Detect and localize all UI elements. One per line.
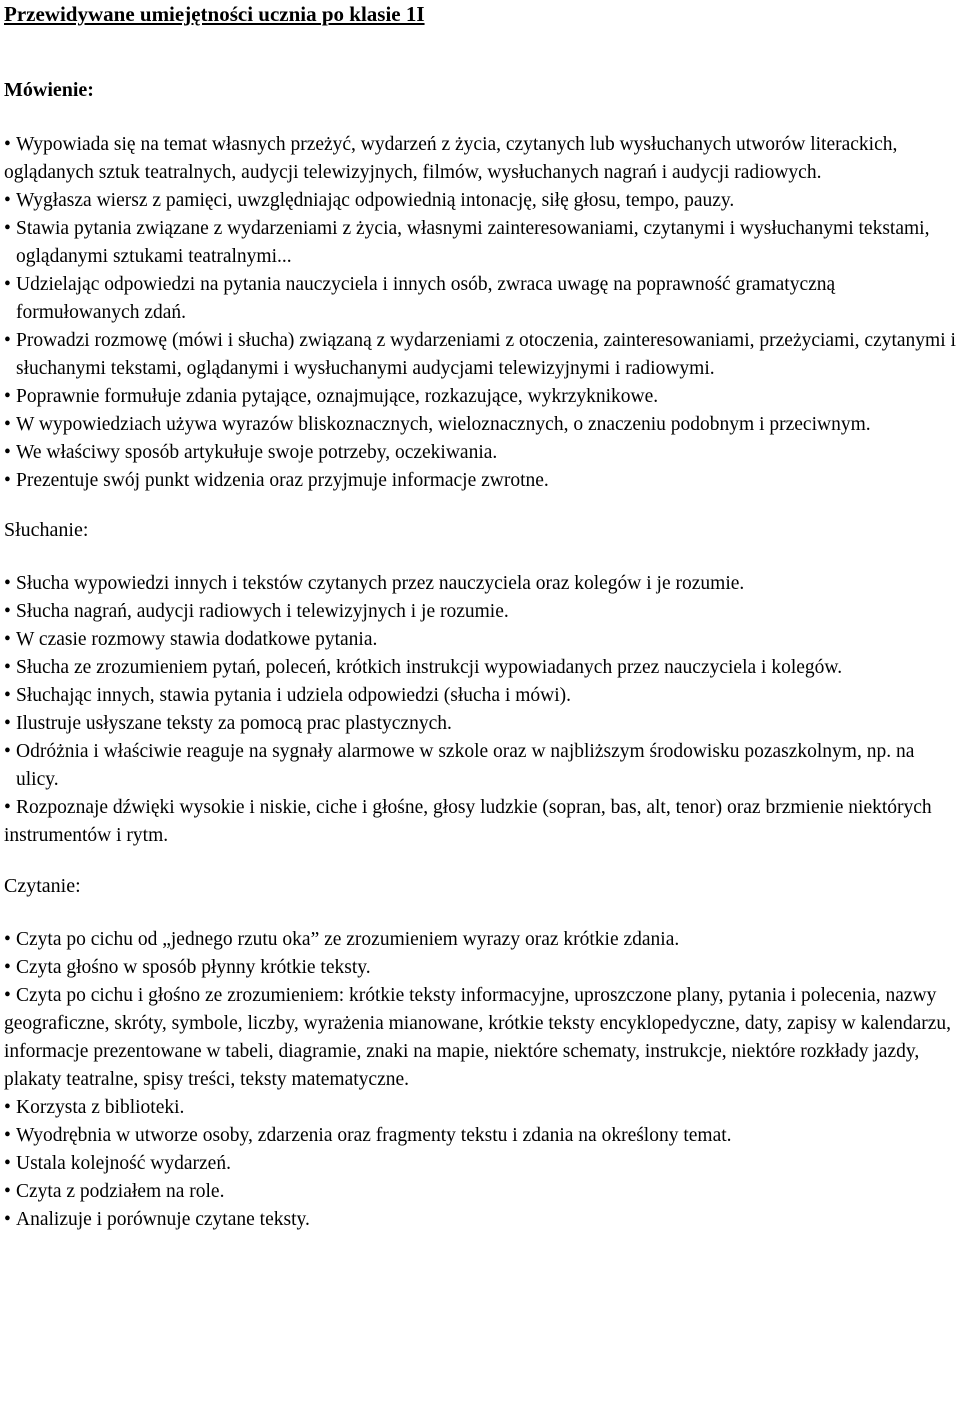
list-item <box>4 1094 956 1122</box>
list-item <box>4 215 956 271</box>
list-item-text: Stawia pytania związane z wydarzeniami z życia, własnymi zainteresowaniami, czytanymi i wysłuchanymi tekstami, oglądanymi sztukami teatralnymi... <box>16 218 930 267</box>
list-item-text: Słucha wypowiedzi innych i tekstów czytanych przez nauczyciela oraz kolegów i je rozumie. <box>16 573 745 594</box>
section-heading-reading: Czytanie: <box>4 875 81 897</box>
list-item-text: Wygłasza wiersz z pamięci, uwzględniając odpowiednią intonację, siłę głosu, tempo, pauzy. <box>16 190 735 211</box>
bullet-icon: • <box>4 601 11 622</box>
section-reading <box>4 872 956 1234</box>
listening-list <box>4 570 956 850</box>
list-item <box>4 926 956 954</box>
bullet-icon: • <box>4 573 11 594</box>
list-item <box>4 411 956 439</box>
list-item <box>4 794 956 850</box>
bullet-icon: • <box>4 797 11 818</box>
bullet-icon: • <box>4 1181 11 1202</box>
list-item <box>4 187 956 215</box>
list-item <box>4 1206 956 1234</box>
list-item-text: Udzielając odpowiedzi na pytania nauczyciela i innych osób, zwraca uwagę na poprawność gramatyczną formułowanych zdań. <box>16 274 836 323</box>
list-item-text: Słuchając innych, stawia pytania i udziela odpowiedzi (słucha i mówi). <box>16 685 572 706</box>
list-item-text: Czyta po cichu i głośno ze zrozumieniem: krótkie teksty informacyjne, uproszczone plany, pytania i polecenia, nazwy geograficzne, skróty, symbole, liczby, wyrażenia mianowane, krótkie teksty encyklopedyczne, daty, zapisy w kalendarzu, informacje prezentowane w tabeli, diagramie, znaki na mapie, niektóre schematy, instrukcje, niektóre rozkłady jazdy, plakaty teatralne, spisy treści, teksty matematyczne. <box>4 985 952 1090</box>
bullet-icon: • <box>4 1097 11 1118</box>
bullet-icon: • <box>4 629 11 650</box>
list-item <box>4 982 956 1094</box>
bullet-icon: • <box>4 685 11 706</box>
speaking-list <box>4 131 956 495</box>
list-item <box>4 682 956 710</box>
bullet-icon: • <box>4 929 11 950</box>
bullet-icon: • <box>4 218 11 239</box>
section-heading-listening: Słuchanie: <box>4 519 89 541</box>
section-speaking <box>4 76 956 495</box>
list-item <box>4 1178 956 1206</box>
bullet-icon: • <box>4 741 11 762</box>
list-item-text: Czyta z podziałem na role. <box>16 1181 225 1202</box>
document-title: Przewidywane umiejętności ucznia po klasie 1I <box>4 2 425 26</box>
list-item <box>4 467 956 495</box>
reading-list <box>4 926 956 1234</box>
list-item-text: Prowadzi rozmowę (mówi i słucha) związaną z wydarzeniami z otoczenia, zainteresowaniami, przeżyciami, czytanymi i słuchanymi tekstami, oglądanymi i wysłuchanymi audycjami telewizyjnymi i radiowymi. <box>16 330 956 379</box>
list-item-text: Czyta po cichu od „jednego rzutu oka” ze zrozumieniem wyrazy oraz krótkie zdania. <box>16 929 680 950</box>
list-item-text: Wyodrębnia w utworze osoby, zdarzenia oraz fragmenty tekstu i zdania na określony temat. <box>16 1125 732 1146</box>
list-item <box>4 598 956 626</box>
list-item-text: Wypowiada się na temat własnych przeżyć, wydarzeń z życia, czytanych lub wysłuchanych utworów literackich, oglądanych sztuk teatralnych, audycji telewizyjnych, filmów, wysłuchanych nagrań i audycji radiowych. <box>4 134 898 183</box>
list-item-text: Odróżnia i właściwie reaguje na sygnały alarmowe w szkole oraz w najbliższym środowisku pozaszkolnym, np. na ulicy. <box>16 741 915 790</box>
bullet-icon: • <box>4 985 11 1006</box>
document-page <box>4 0 956 1234</box>
list-item-text: We właściwy sposób artykułuje swoje potrzeby, oczekiwania. <box>16 442 498 463</box>
bullet-icon: • <box>4 657 11 678</box>
bullet-icon: • <box>4 190 11 211</box>
list-item <box>4 954 956 982</box>
list-item-text: Korzysta z biblioteki. <box>16 1097 185 1118</box>
bullet-icon: • <box>4 1125 11 1146</box>
list-item-text: Prezentuje swój punkt widzenia oraz przyjmuje informacje zwrotne. <box>16 470 549 491</box>
list-item <box>4 738 956 794</box>
section-listening <box>4 516 956 850</box>
list-item <box>4 626 956 654</box>
list-item <box>4 439 956 467</box>
list-item <box>4 654 956 682</box>
list-item-text: W czasie rozmowy stawia dodatkowe pytania. <box>16 629 378 650</box>
list-item <box>4 1122 956 1150</box>
list-item-text: Ilustruje usłyszane teksty za pomocą prac plastycznych. <box>16 713 452 734</box>
bullet-icon: • <box>4 713 11 734</box>
bullet-icon: • <box>4 1209 11 1230</box>
list-item <box>4 1150 956 1178</box>
bullet-icon: • <box>4 414 11 435</box>
bullet-icon: • <box>4 274 11 295</box>
list-item <box>4 383 956 411</box>
bullet-icon: • <box>4 386 11 407</box>
bullet-icon: • <box>4 442 11 463</box>
bullet-icon: • <box>4 957 11 978</box>
section-heading-speaking: Mówienie: <box>4 79 94 101</box>
list-item <box>4 131 956 187</box>
list-item-text: Słucha nagrań, audycji radiowych i telewizyjnych i je rozumie. <box>16 601 509 622</box>
list-item <box>4 570 956 598</box>
bullet-icon: • <box>4 134 11 155</box>
list-item-text: Rozpoznaje dźwięki wysokie i niskie, ciche i głośne, głosy ludzkie (sopran, bas, alt, tenor) oraz brzmienie niektórych instrumentów i rytm. <box>4 797 932 846</box>
list-item <box>4 710 956 738</box>
list-item <box>4 271 956 327</box>
list-item-text: Analizuje i porównuje czytane teksty. <box>16 1209 310 1230</box>
list-item-text: Ustala kolejność wydarzeń. <box>16 1153 231 1174</box>
list-item <box>4 327 956 383</box>
list-item-text: W wypowiedziach używa wyrazów bliskoznacznych, wieloznacznych, o znaczeniu podobnym i przeciwnym. <box>16 414 871 435</box>
bullet-icon: • <box>4 330 11 351</box>
bullet-icon: • <box>4 1153 11 1174</box>
list-item-text: Słucha ze zrozumieniem pytań, poleceń, krótkich instrukcji wypowiadanych przez nauczyciela i kolegów. <box>16 657 843 678</box>
list-item-text: Poprawnie formułuje zdania pytające, oznajmujące, rozkazujące, wykrzyknikowe. <box>16 386 659 407</box>
bullet-icon: • <box>4 470 11 491</box>
list-item-text: Czyta głośno w sposób płynny krótkie teksty. <box>16 957 371 978</box>
